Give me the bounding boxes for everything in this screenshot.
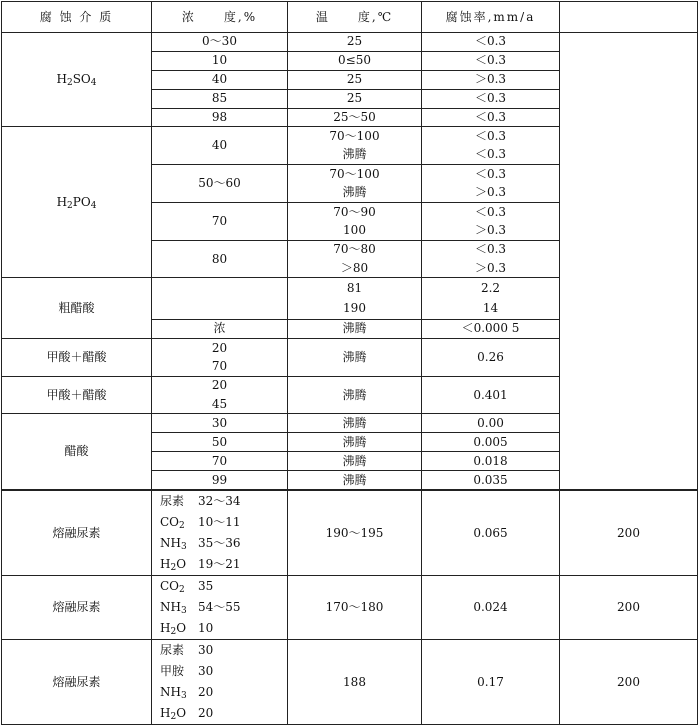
rate-cell: ＞0.3: [422, 259, 560, 278]
rate-cell: 0.401: [422, 376, 560, 414]
conc-cell: 20: [152, 338, 288, 357]
composition-line: $H_2O$ 20: [160, 706, 214, 722]
rate-cell: 0.17: [422, 640, 560, 725]
conc-cell: 50～60: [152, 165, 288, 203]
rate-cell: ＜0.3: [422, 240, 560, 259]
temp-cell: ＞80: [288, 259, 422, 278]
extra-cell: 200: [560, 576, 698, 640]
corrosion-table: [1, 1, 698, 490]
conc-cell: 70: [152, 202, 288, 240]
temp-cell: 81: [288, 278, 422, 299]
composition-line: 尿素 30: [160, 643, 214, 657]
temp-cell: 沸腾: [288, 471, 422, 490]
rate-cell: 0.26: [422, 338, 560, 376]
temp-cell: 沸腾: [288, 146, 422, 165]
temp-cell: 70～90: [288, 202, 422, 221]
temp-cell: 沸腾: [288, 376, 422, 414]
composition-line: $NH_3$ 54～55: [160, 600, 241, 616]
temp-cell: 沸腾: [288, 433, 422, 452]
extra-cell-blank: [560, 33, 698, 490]
rate-cell: 0.005: [422, 433, 560, 452]
rate-cell: 0.065: [422, 491, 560, 576]
rate-cell: ＜0.3: [422, 89, 560, 108]
composition-cell: [152, 491, 288, 576]
temp-cell: 170～180: [288, 576, 422, 640]
medium-h2po4: $H_2PO_4$: [2, 127, 152, 278]
table-row: [2, 491, 698, 576]
rate-cell: ＜0.3: [422, 146, 560, 165]
rate-cell: 0.024: [422, 576, 560, 640]
conc-cell: 40: [152, 70, 288, 89]
composition-line: 甲胺 30: [160, 664, 214, 678]
composition-cell: [152, 576, 288, 640]
rate-cell: 0.018: [422, 452, 560, 471]
extra-cell: 200: [560, 491, 698, 576]
temp-cell: 190: [288, 299, 422, 320]
temp-cell: 25: [288, 33, 422, 52]
conc-cell: 70: [152, 357, 288, 376]
conc-cell: 70: [152, 452, 288, 471]
rate-cell: 14: [422, 299, 560, 320]
rate-cell: 2.2: [422, 278, 560, 299]
temp-cell: 0≤50: [288, 51, 422, 70]
temp-cell: 沸腾: [288, 184, 422, 203]
conc-cell: 20: [152, 376, 288, 395]
header-temperature: 温 度,℃: [288, 2, 422, 33]
rate-cell: ＜0.3: [422, 127, 560, 146]
composition-line: $CO_2$ 35: [160, 579, 214, 595]
temp-cell: 沸腾: [288, 320, 422, 339]
conc-cell: 50: [152, 433, 288, 452]
rate-cell: ＞0.3: [422, 184, 560, 203]
conc-cell-blank: [152, 278, 288, 320]
temp-cell: 25: [288, 89, 422, 108]
temp-cell: 70～100: [288, 127, 422, 146]
rate-cell: ＜0.3: [422, 33, 560, 52]
extra-cell: 200: [560, 640, 698, 725]
rate-cell: ＜0.3: [422, 202, 560, 221]
conc-cell: 0～30: [152, 33, 288, 52]
header-concentration: 浓 度,%: [152, 2, 288, 33]
rate-cell: ＞0.3: [422, 221, 560, 240]
medium-urea: 熔融尿素: [2, 576, 152, 640]
conc-cell: 40: [152, 127, 288, 165]
composition-line: $NH_3$ 20: [160, 685, 214, 701]
rate-cell: 0.00: [422, 414, 560, 433]
composition-line: $NH_3$ 35～36: [160, 536, 241, 552]
medium-urea: 熔融尿素: [2, 491, 152, 576]
temp-cell: 190～195: [288, 491, 422, 576]
temp-cell: 沸腾: [288, 414, 422, 433]
composition-line: $H_2O$ 10: [160, 621, 214, 637]
rate-cell: ＜0.3: [422, 165, 560, 184]
rate-cell: ＜0.3: [422, 108, 560, 127]
conc-cell: 45: [152, 395, 288, 414]
conc-cell: 99: [152, 471, 288, 490]
temp-cell: 25: [288, 70, 422, 89]
table-row: [2, 576, 698, 640]
temp-cell: 100: [288, 221, 422, 240]
medium-h2so4: $H_2SO_4$: [2, 33, 152, 127]
composition-line: 尿素 32～34: [160, 494, 241, 508]
temp-cell: 70～100: [288, 165, 422, 184]
composition-cell: [152, 640, 288, 725]
temp-cell: 188: [288, 640, 422, 725]
medium-formic-acetic: 甲酸＋醋酸: [2, 338, 152, 376]
header-medium: 腐 蚀 介 质: [2, 2, 152, 33]
table-header-row: [2, 2, 698, 33]
conc-cell: 浓: [152, 320, 288, 339]
conc-cell: 85: [152, 89, 288, 108]
medium-formic-acetic: 甲酸＋醋酸: [2, 376, 152, 414]
header-extra: [560, 2, 698, 33]
conc-cell: 30: [152, 414, 288, 433]
composition-line: $CO_2$ 10～11: [160, 515, 241, 531]
rate-cell: ＞0.3: [422, 70, 560, 89]
medium-urea: 熔融尿素: [2, 640, 152, 725]
temp-cell: 70～80: [288, 240, 422, 259]
table-row: [2, 33, 698, 52]
rate-cell: ＜0.3: [422, 51, 560, 70]
temp-cell: 沸腾: [288, 452, 422, 471]
composition-line: $H_2O$ 19～21: [160, 557, 241, 573]
table-row: [2, 640, 698, 725]
temp-cell: 沸腾: [288, 338, 422, 376]
urea-table: [1, 490, 698, 725]
rate-cell: ＜0.000 5: [422, 320, 560, 339]
medium-crude-acetic: 粗醋酸: [2, 278, 152, 339]
medium-acetic: 醋酸: [2, 414, 152, 490]
temp-cell: 25～50: [288, 108, 422, 127]
conc-cell: 98: [152, 108, 288, 127]
conc-cell: 80: [152, 240, 288, 278]
header-rate: 腐蚀率,mm/a: [422, 2, 560, 33]
rate-cell: 0.035: [422, 471, 560, 490]
conc-cell: 10: [152, 51, 288, 70]
